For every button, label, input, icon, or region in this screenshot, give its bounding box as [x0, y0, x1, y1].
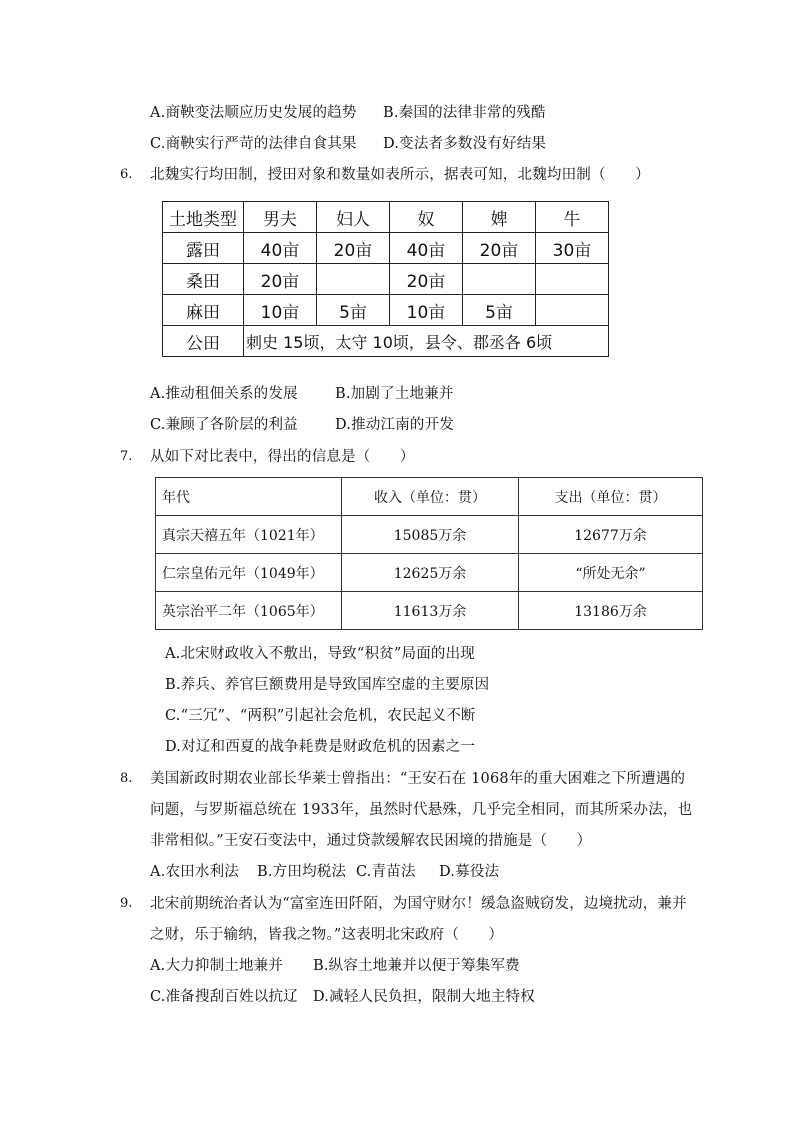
q6-number: 6. [120, 167, 133, 182]
q9-option-c: C.准备搜刮百姓以抗辽 [150, 989, 298, 1005]
q5-option-a: A.商鞅变法顺应历史发展的趋势 [150, 105, 357, 121]
q8-option-d: D.募役法 [439, 864, 500, 880]
q5-option-b: B.秦国的法律非常的残酷 [383, 105, 546, 121]
table-header-cell: 土地类型 [163, 202, 244, 233]
q7-option-c: C.“三冗”、“两积”引起社会危机，农民起义不断 [165, 708, 476, 724]
table-header-cell: 年代 [156, 478, 342, 516]
table-cell: 12677万余 [519, 516, 703, 554]
q6-stem: 北魏实行均田制，授田对象和数量如表所示，据表可知，北魏均田制（ ） [150, 167, 650, 183]
q9-option-b: B.纵容土地兼并以便于筹集军费 [313, 958, 520, 974]
land-allocation-table [162, 201, 609, 357]
q6-option-c: C.兼顾了各阶层的利益 [150, 417, 298, 433]
q8-stem-line-3: 非常相似。”王安石变法中，通过贷款缓解农民困境的措施是（ ） [150, 833, 592, 849]
q8-stem-line-2: 问题，与罗斯福总统在 1933年，虽然时代悬殊，几乎完全相同，而其所采办法，也 [150, 802, 693, 818]
finance-comparison-table [155, 477, 703, 630]
table-row [156, 592, 703, 630]
table-row [156, 516, 703, 554]
table-header-cell: 牛 [536, 202, 609, 233]
table-header-cell: 收入（单位：贯） [342, 478, 519, 516]
table-cell: 20亩 [463, 233, 536, 264]
table-header-cell: 妇人 [317, 202, 390, 233]
q9-stem-line-1: 北宋前期统治者认为“富室连田阡陌，为国守财尔！缓急盗贼窃发，边境扰动，兼并 [150, 896, 687, 912]
q8-number: 8. [120, 771, 133, 786]
table-cell: 20亩 [317, 233, 390, 264]
table-cell: 公田 [163, 326, 244, 357]
table-cell [536, 264, 609, 295]
table-header-row [156, 478, 703, 516]
table-cell: 真宗天禧五年（1021年） [156, 516, 342, 554]
q9-option-d: D.减轻人民负担，限制大地主特权 [313, 989, 535, 1005]
table-header-row [163, 202, 609, 233]
q9-stem-line-2: 之财，乐于输纳，皆我之物。”这表明北宋政府（ ） [150, 927, 504, 943]
table-row [163, 264, 609, 295]
table-row [163, 295, 609, 326]
table-cell: 12625万余 [342, 554, 519, 592]
table-row [163, 233, 609, 264]
q8-option-c: C.青苗法 [356, 864, 416, 880]
q8-option-b: B.方田均税法 [257, 864, 347, 880]
q6-option-b: B.加剧了土地兼并 [335, 386, 454, 402]
q8-stem-line-1: 美国新政时期农业部长华莱士曾指出：“王安石在 1068年的重大困难之下所遭遇的 [150, 771, 686, 787]
table-cell: 40亩 [390, 233, 463, 264]
table-cell: 桑田 [163, 264, 244, 295]
table-header-cell: 奴 [390, 202, 463, 233]
table-cell [463, 264, 536, 295]
table-row [163, 326, 609, 357]
table-cell: 麻田 [163, 295, 244, 326]
table-cell: 13186万余 [519, 592, 703, 630]
q5-option-d: D.变法者多数没有好结果 [383, 136, 547, 152]
table-cell: 刺史 15顷，太守 10顷，县令、郡丞各 6顷 [244, 326, 609, 357]
table-cell: 10亩 [390, 295, 463, 326]
table-cell: 5亩 [463, 295, 536, 326]
q7-number: 7. [120, 449, 133, 464]
table-cell: 20亩 [244, 264, 317, 295]
table-cell: 英宗治平二年（1065年） [156, 592, 342, 630]
q9-option-a: A.大力抑制土地兼并 [150, 958, 284, 974]
table-header-cell: 男夫 [244, 202, 317, 233]
q7-option-b: B.养兵、养官巨额费用是导致国库空虚的主要原因 [165, 677, 490, 693]
table-cell: 5亩 [317, 295, 390, 326]
q7-option-d: D.对辽和西夏的战争耗费是财政危机的因素之一 [165, 739, 476, 755]
table-cell: 11613万余 [342, 592, 519, 630]
table-cell: 20亩 [390, 264, 463, 295]
table-header-cell: 支出（单位：贯） [519, 478, 703, 516]
table-cell: 露田 [163, 233, 244, 264]
table-cell: 15085万余 [342, 516, 519, 554]
table-cell: 40亩 [244, 233, 317, 264]
table-cell: 10亩 [244, 295, 317, 326]
table-cell: 30亩 [536, 233, 609, 264]
table-cell [317, 264, 390, 295]
q6-option-a: A.推动租佃关系的发展 [150, 386, 298, 402]
q7-stem: 从如下对比表中，得出的信息是（ ） [150, 449, 415, 465]
q8-option-a: A.农田水利法 [150, 864, 239, 880]
table-header-cell: 婢 [463, 202, 536, 233]
table-cell: “所处无余” [519, 554, 703, 592]
table-row [156, 554, 703, 592]
q9-number: 9. [120, 896, 133, 911]
q6-option-d: D.推动江南的开发 [335, 417, 455, 433]
q7-option-a: A.北宋财政收入不敷出，导致“积贫”局面的出现 [165, 646, 476, 662]
table-cell: 仁宗皇佑元年（1049年） [156, 554, 342, 592]
table-cell [536, 295, 609, 326]
q5-option-c: C.商鞅实行严苛的法律自食其果 [150, 136, 357, 152]
